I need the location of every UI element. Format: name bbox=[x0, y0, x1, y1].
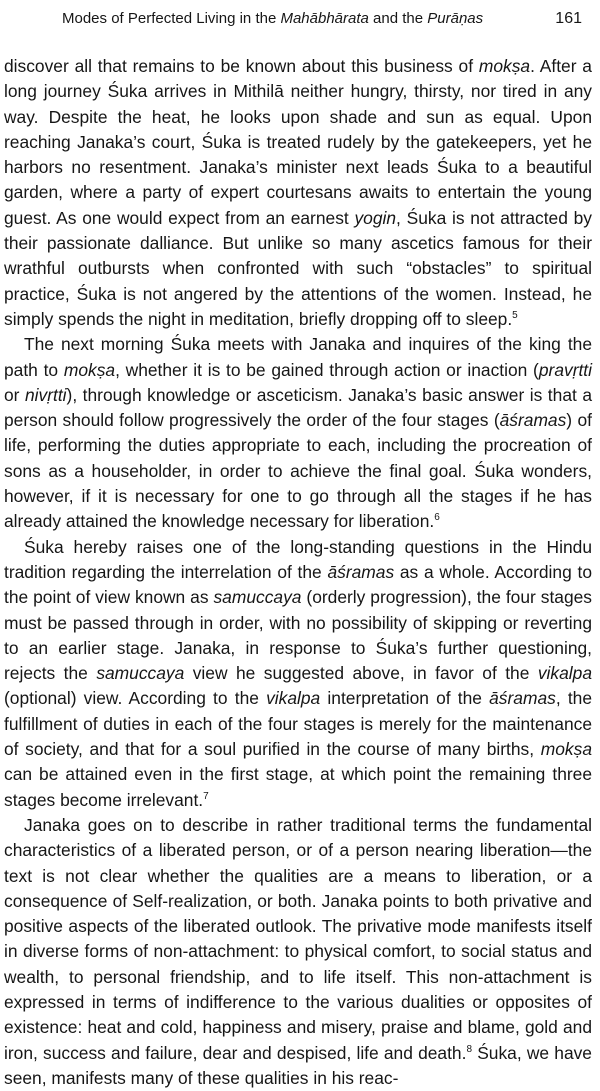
footnote-marker: 6 bbox=[434, 512, 440, 524]
italic-term: yogin bbox=[354, 207, 397, 228]
text-run: , whether it is to be gained through action or inaction ( bbox=[115, 359, 539, 380]
text-run: as a whole. According to the point of view known as bbox=[4, 561, 593, 608]
text-run: or bbox=[4, 384, 25, 405]
italic-term: nivṛtti bbox=[24, 384, 67, 405]
running-title-segment: Mahābhārata bbox=[280, 10, 369, 27]
italic-term: āśramas bbox=[489, 688, 556, 709]
italic-term: āśramas bbox=[327, 561, 395, 582]
italic-term: vikalpa bbox=[537, 663, 592, 684]
italic-term: mokṣa bbox=[478, 56, 531, 76]
running-title-segment: Modes of Perfected Living in the bbox=[62, 10, 281, 27]
text-run: , the fulfillment of duties in each of the four stages is merely for the maintenance of society, and that for a soul purified in the course of many births, bbox=[4, 688, 592, 760]
running-title-segment: Purāṇas bbox=[427, 10, 484, 27]
page-number: 161 bbox=[555, 10, 582, 27]
text-run: ), through knowledge or asceticism. Janaka’s basic answer is that a person should follow progressively the order of the four stages ( bbox=[4, 384, 592, 431]
footnote-marker: 8 bbox=[466, 1043, 472, 1055]
text-run: interpretation of the bbox=[320, 688, 490, 709]
paragraph bbox=[4, 535, 592, 813]
italic-term: vikalpa bbox=[266, 688, 321, 709]
footnote-marker: 7 bbox=[203, 790, 209, 802]
paragraph bbox=[4, 54, 592, 332]
text-run: Śuka, we have seen, manifests many of these qualities in his reac- bbox=[4, 1042, 592, 1088]
text-run: discover all that remains to be known about this business of bbox=[4, 56, 479, 76]
running-title bbox=[62, 4, 483, 34]
italic-term: samuccaya bbox=[213, 587, 302, 608]
italic-term: mokṣa bbox=[540, 739, 592, 760]
running-title-segment: and the bbox=[368, 10, 428, 27]
text-run: The next morning Śuka meets with Janaka and inquires of the king the path to bbox=[4, 334, 592, 380]
paragraph bbox=[4, 813, 592, 1091]
body-text bbox=[4, 54, 592, 1091]
italic-term: samuccaya bbox=[96, 663, 185, 684]
running-head bbox=[4, 4, 592, 34]
text-run: can be attained even in the first stage, at which point the remaining three stages become irrelevant. bbox=[4, 764, 592, 810]
text-run: , Śuka is not attracted by their passionate dalliance. But unlike so many ascetics famous for their wrathful outbursts when confronted with such “obstacles” to spiritual practice, Śuka is not angered by the attentions of the women. Instead, he simply spends the night in meditation, briefly dropping off to sleep. bbox=[4, 207, 592, 329]
paragraph bbox=[4, 332, 592, 534]
text-run: (orderly progression), the four stages must be passed through in order, with no possibility of skipping or reverting to an earlier stage. Janaka, in response to Śuka’s further questioning, rejects the bbox=[4, 587, 592, 684]
italic-term: āśramas bbox=[499, 410, 567, 431]
footnote-marker: 5 bbox=[512, 310, 518, 322]
italic-term: pravṛtti bbox=[538, 359, 593, 380]
text-run: Janaka goes on to describe in rather traditional terms the fundamental characteristics of a liberated person, or of a person nearing liberation—the text is not clear whether the qualities are a means to liberation, or a consequence of Self-realization, or both. Janaka points to both privative and positive aspects of the liberated outlook. The privative mode manifests itself in diverse forms of non-attachment: to physical comfort, to social status and wealth, to personal friendship, and to life itself. This non-attachment is expressed in terms of indifference to the various dualities or opposites of existence: heat and cold, happiness and misery, praise and blame, gold and iron, success and failure, dear and despised, life and death. bbox=[4, 814, 592, 1063]
italic-term: mokṣa bbox=[63, 359, 116, 380]
text-run: view he suggested above, in favor of the bbox=[184, 663, 538, 684]
text-run: Śuka hereby raises one of the long-standing questions in the Hindu tradition regarding the interrelation of the bbox=[4, 536, 592, 582]
text-run: . After a long journey Śuka arrives in Mithilā neither hungry, thirsty, nor tired in any way. Despite the heat, he looks upon shade and sun as equal. Upon reaching Janaka’s court, Śuka is treated rudely by the gatekeepers, yet he harbors no resentment. Janaka’s minister next leads Śuka to a beautiful garden, where a party of expert courtesans awaits to entertain the young guest. As one would expect from an earnest bbox=[4, 56, 592, 228]
text-run: ) of life, performing the duties appropriate to each, including the procreation of sons as a householder, in order to achieve the final goal. Śuka wonders, however, if it is necessary for one to go through all the stages if he has already attained the knowledge necessary for liberation. bbox=[4, 410, 592, 532]
text-run: (optional) view. According to the bbox=[4, 688, 267, 709]
